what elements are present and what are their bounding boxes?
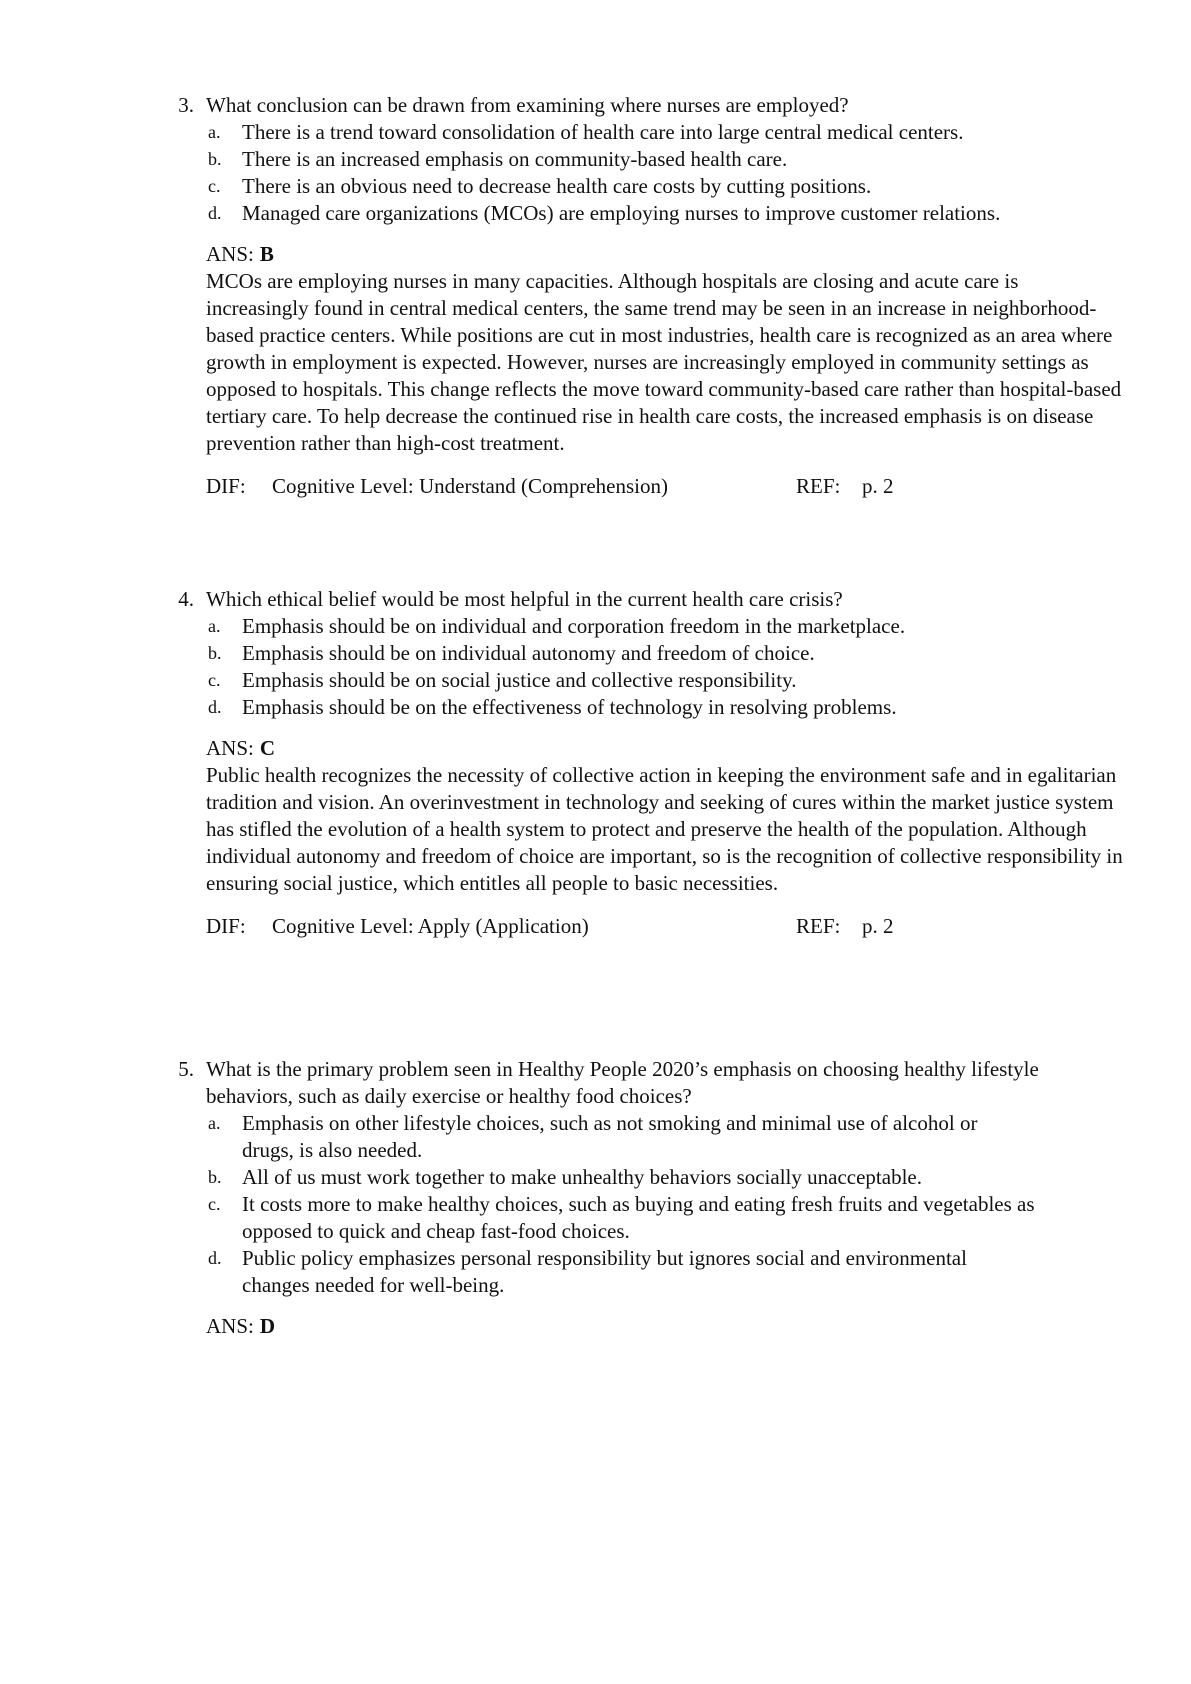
option-c [168,667,1102,694]
option-text: There is an increased emphasis on community-based health care. [242,147,788,171]
option-c [168,1191,1062,1245]
answer-rationale: MCOs are employing nurses in many capacities. Although hospitals are closing and acute care is increasingly found in central medical centers, the same trend may be seen in an increase in neighborhood-based practice centers. While positions are cut in most industries, health care is recognized as an area where growth in employment is expected. However, nurses are increasingly employed in community settings as opposed to hospitals. This change reflects the move toward community-based care rather than hospital-based tertiary care. To help decrease the continued rise in health care costs, the increased emphasis is on disease prevention rather than high-cost treatment. [206,269,1122,455]
option-text: Managed care organizations (MCOs) are employing nurses to improve customer relations. [242,201,1001,225]
option-b [168,640,1102,667]
answer-value: C [259,736,276,760]
question-number: 3. [178,93,194,117]
answer-options [168,1110,1128,1299]
option-b [168,1164,1102,1191]
option-text: Emphasis on other lifestyle choices, such as not smoking and minimal use of alcohol or drugs, is also needed. [242,1111,978,1162]
reference-value: p. 2 [862,474,894,498]
answer-block [168,241,1128,457]
option-d [168,694,1102,721]
option-d [168,1245,1002,1299]
reference-label: REF: [796,474,841,498]
difficulty-value: Cognitive Level: Apply (Application) [272,914,589,938]
option-a [168,613,1102,640]
difficulty-value: Cognitive Level: Understand (Comprehension) [272,474,668,498]
answer-label: ANS: [206,736,254,760]
option-letter: d. [208,203,222,223]
option-letter: a. [208,1113,221,1133]
option-d [168,200,1042,227]
option-letter: d. [208,1248,222,1268]
question-stem [168,586,1128,613]
question-5 [168,1056,1128,1340]
answer-value: D [259,1314,276,1338]
question-stem [168,1056,1086,1110]
reference-label: REF: [796,914,841,938]
answer-line [206,241,1128,268]
option-letter: a. [208,122,221,142]
option-letter: c. [208,670,221,690]
option-text: Emphasis should be on individual autonomy and freedom of choice. [242,641,815,665]
option-letter: b. [208,149,222,169]
answer-block [168,735,1128,897]
option-text: It costs more to make healthy choices, such as buying and eating fresh fruits and vegetables as opposed to quick and cheap fast-food choices. [242,1192,1035,1243]
question-metadata [168,473,1128,500]
option-text: All of us must work together to make unhealthy behaviors socially unacceptable. [242,1165,922,1189]
answer-label: ANS: [206,242,254,266]
reference-value: p. 2 [862,914,894,938]
option-text: Public policy emphasizes personal responsibility but ignores social and environmental changes needed for well-being. [242,1246,967,1297]
question-number: 4. [178,587,194,611]
answer-value: B [259,242,274,266]
option-letter: a. [208,616,221,636]
question-number: 5. [178,1057,194,1081]
option-letter: c. [208,1194,221,1214]
option-b [168,146,1042,173]
answer-options [168,119,1128,227]
answer-options [168,613,1128,721]
answer-block [168,1313,1128,1340]
question-stem [168,92,1128,119]
option-text: Emphasis should be on the effectiveness of technology in resolving problems. [242,695,897,719]
answer-line [206,1313,1128,1340]
answer-line [206,735,1128,762]
option-text: Emphasis should be on social justice and collective responsibility. [242,668,797,692]
option-text: There is a trend toward consolidation of health care into large central medical centers. [242,120,964,144]
answer-rationale: Public health recognizes the necessity of collective action in keeping the environment safe and in egalitarian tradition and vision. An overinvestment in technology and seeking of cures within the market justice system has stifled the evolution of a health system to protect and preserve the health of the population. Although individual autonomy and freedom of choice are important, so is the recognition of collective responsibility in ensuring social justice, which entitles all people to basic necessities. [206,763,1123,895]
question-3 [168,92,1128,500]
option-letter: c. [208,176,221,196]
option-a [168,1110,1002,1164]
option-text: There is an obvious need to decrease health care costs by cutting positions. [242,174,872,198]
option-letter: d. [208,697,222,717]
difficulty-label: DIF: [206,914,246,938]
question-text: Which ethical belief would be most helpful in the current health care crisis? [206,587,843,611]
option-text: Emphasis should be on individual and corporation freedom in the marketplace. [242,614,906,638]
question-4 [168,586,1128,940]
answer-label: ANS: [206,1314,254,1338]
question-text: What conclusion can be drawn from examining where nurses are employed? [206,93,849,117]
option-letter: b. [208,643,222,663]
difficulty-label: DIF: [206,474,246,498]
question-text: What is the primary problem seen in Healthy People 2020’s emphasis on choosing healthy lifestyle behaviors, such as daily exercise or healthy food choices? [206,1057,1039,1108]
option-a [168,119,1042,146]
option-letter: b. [208,1167,222,1187]
question-metadata [168,913,1128,940]
option-c [168,173,1042,200]
